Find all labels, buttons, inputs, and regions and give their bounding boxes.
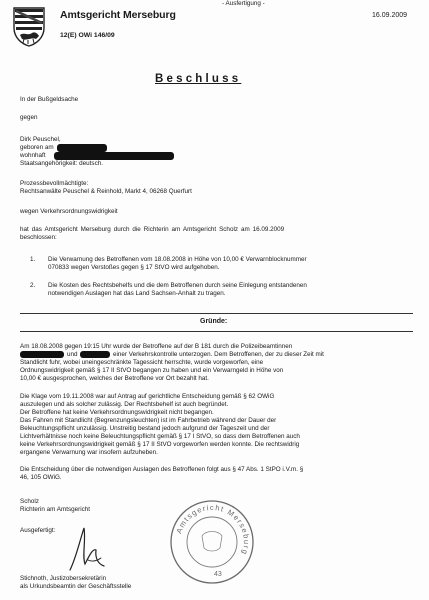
redaction-birthdate xyxy=(57,144,107,152)
reasons-line: Beleuchtungspflicht unzulässig. Unstreitig bestand jedoch aufgrund der Tageszeit und der xyxy=(20,425,270,432)
divider-line xyxy=(20,313,413,314)
reasons-heading: Gründe: xyxy=(200,318,228,325)
intro-line: In der Bußgeldsache xyxy=(20,96,79,103)
decision-number: 1. xyxy=(30,256,36,263)
reasons-line: Am 18.08.2008 gegen 19:15 Uhr wurde der Betroffene auf der B 181 durch die Polizeibeamtinnen xyxy=(20,343,293,350)
file-number: 12(E) OWi 146/09 xyxy=(60,32,115,39)
reasons-line: auszulegen und als solcher zulässig. Der Rechtsbehelf ist auch begründet. xyxy=(20,401,229,408)
svg-text:Amtsgericht Merseburg: Amtsgericht Merseburg xyxy=(174,502,252,557)
representative-label: Prozessbevollmächtigte: xyxy=(20,180,89,187)
document-title: Beschluss xyxy=(155,73,242,85)
party-born-label: geboren am xyxy=(20,144,54,151)
state-crest-icon xyxy=(12,6,46,47)
representative-value: Rechtsanwälte Peuschel & Reinhold, Markt 4, 06268 Querfurt xyxy=(20,188,192,195)
judge-name: Scholz xyxy=(20,498,39,505)
document-date: 16.09.2009 xyxy=(372,12,408,19)
party-name: Dirk Peuschel, xyxy=(20,136,61,143)
clerk-name: Stichnoth, Justizobersekretärin xyxy=(20,575,107,582)
reasons-line: Der Betroffene hat keine Verkehrsordnungswidrigkeit nicht begangen. xyxy=(20,409,214,416)
reasons-line: Ordnungswidrigkeit gemäß § 17 II StVO begangen zu haben und ein Verwarngeld in Höhe von xyxy=(20,367,284,374)
reasons-line: und xyxy=(67,351,78,358)
decision-text-line: Die Verwarnung des Betroffenen vom 18.08.2008 in Höhe von 10,00 € Verwarnblocknummer xyxy=(48,256,307,263)
certified-label: Ausgefertigt: xyxy=(20,527,56,534)
reasons-line: Lichtverhältnisse noch keine Beleuchtungspflicht gemäß § 17 I StVO, so dass dem Betroffenen auch xyxy=(20,433,300,440)
matter-line: wegen Verkehrsordnungswidrigkeit xyxy=(20,208,118,215)
copy-mark: - Ausfertigung - xyxy=(222,0,265,7)
decision-number: 2. xyxy=(30,282,36,289)
intro-against: gegen xyxy=(20,114,38,121)
party-residence-label: wohnhaft xyxy=(20,152,46,159)
reasons-line: Das Fahren mit Standlicht (Begrenzungsleuchten) ist im Fahrbetrieb während der Dauer der xyxy=(20,417,277,424)
svg-text:43: 43 xyxy=(214,571,222,578)
clerk-title: als Urkundsbeamtin der Geschäftsstelle xyxy=(20,583,132,590)
reasons-line: keine Verkehrsordnungswidrigkeit gemäß § 17 II StVO vorgeworfen werden konnte. Die rechtswidrig xyxy=(20,441,300,448)
reasons-line: einer Verkehrskontrolle unterzogen. Dem Betroffenen, der zu dieser Zeit mit xyxy=(113,351,324,358)
court-seal-stamp-icon xyxy=(166,496,258,588)
decision-text-line: notwendigen Auslagen hat das Land Sachsen-Anhalt zu tragen. xyxy=(48,290,226,297)
reasons-line: 46, 105 OWiG. xyxy=(20,474,62,481)
decision-text-line: 070833 wegen Verstoßes gegen § 17 StVO wird aufgehoben. xyxy=(48,264,220,271)
decision-text-line: Die Kosten des Rechtsbehelfs und die dem Betroffenen durch seine Einlegung entstandenen xyxy=(48,282,307,289)
decision-intro-line1: hat das Amtsgericht Merseburg durch die Richterin am Amtsgericht Scholz am 16.09.2009 xyxy=(20,226,285,233)
divider-line xyxy=(20,331,413,332)
party-citizenship: Staatsangehörigkeit: deutsch. xyxy=(20,160,103,167)
redaction-officer-name xyxy=(20,351,64,358)
decision-intro-line2: beschlossen: xyxy=(20,234,57,241)
reasons-line: Die Klage vom 19.11.2008 war auf Antrag auf gerichtliche Entscheidung gemäß § 62 OWiG xyxy=(20,393,275,400)
redaction-officer-name xyxy=(80,351,110,358)
reasons-line: Die Entscheidung über die notwendigen Auslagen des Betroffenen folgt aus § 47 Abs. 1 StPO i.V.m. § xyxy=(20,466,304,473)
court-name: Amtsgericht Merseburg xyxy=(60,9,176,21)
redaction-address xyxy=(54,152,174,160)
reasons-line: Standlicht fuhr, wobei uneingeschränkte Tagessicht herrschte, wurde vorgeworfen, eine xyxy=(20,359,264,366)
reasons-line: ergangene Verwarnung war insofern aufzuheben. xyxy=(20,449,158,456)
reasons-line: 10,00 € ausgesprochen, welches der Betroffene vor Ort bezahlt hat. xyxy=(20,375,209,382)
handwritten-signature-icon xyxy=(62,520,112,575)
judge-title: Richterin am Amtsgericht xyxy=(20,506,90,513)
